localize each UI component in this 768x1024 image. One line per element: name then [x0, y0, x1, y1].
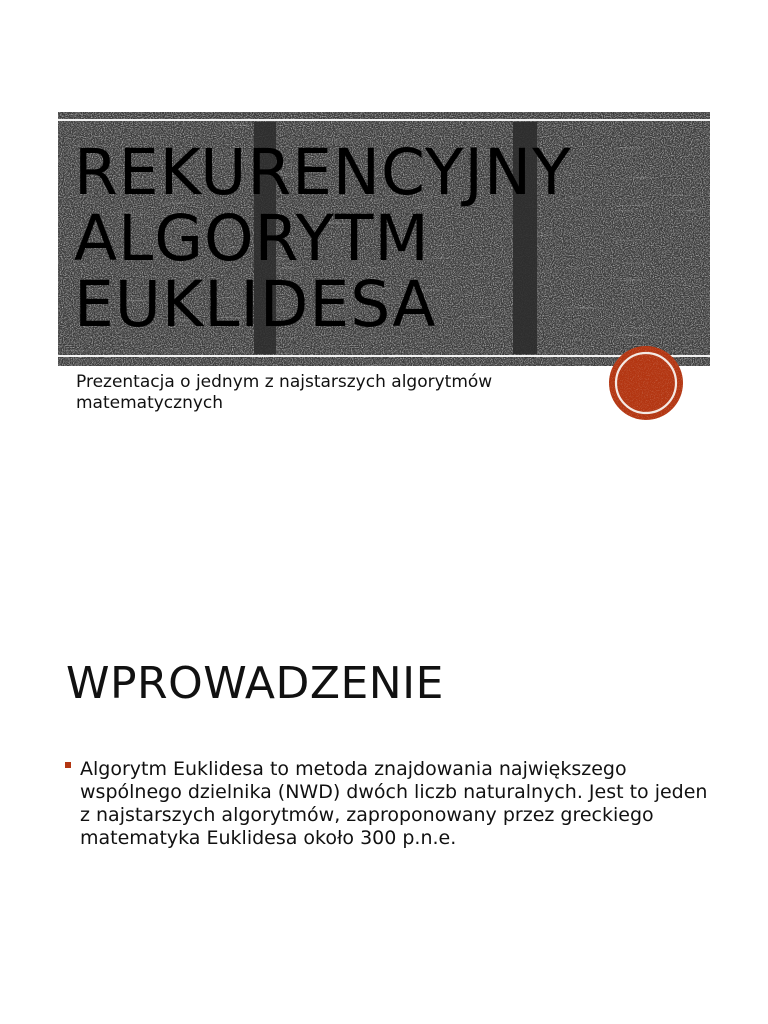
square-bullet-icon	[65, 762, 71, 768]
title-band	[58, 112, 710, 366]
bullet-text: Algorytm Euklidesa to metoda znajdowania największego wspólnego dzielnika (NWD) dwóch liczb naturalnych. Jest to jeden z najstarszych algorytmów, zaproponowany przez greckiego matematyka Euklidesa około 300 p.n.e.	[80, 758, 708, 849]
band-rule-top	[58, 119, 710, 121]
slide-title: REKURENCYJNY ALGORYTM EUKLIDESA	[74, 136, 572, 341]
circle-badge-icon	[607, 344, 685, 422]
slide-subtitle: Prezentacja o jednym z najstarszych algorytmów matematycznych	[76, 372, 493, 413]
bullet-list	[62, 758, 712, 850]
list-item	[62, 758, 712, 850]
section-heading: WPROWADZENIE	[66, 658, 444, 709]
